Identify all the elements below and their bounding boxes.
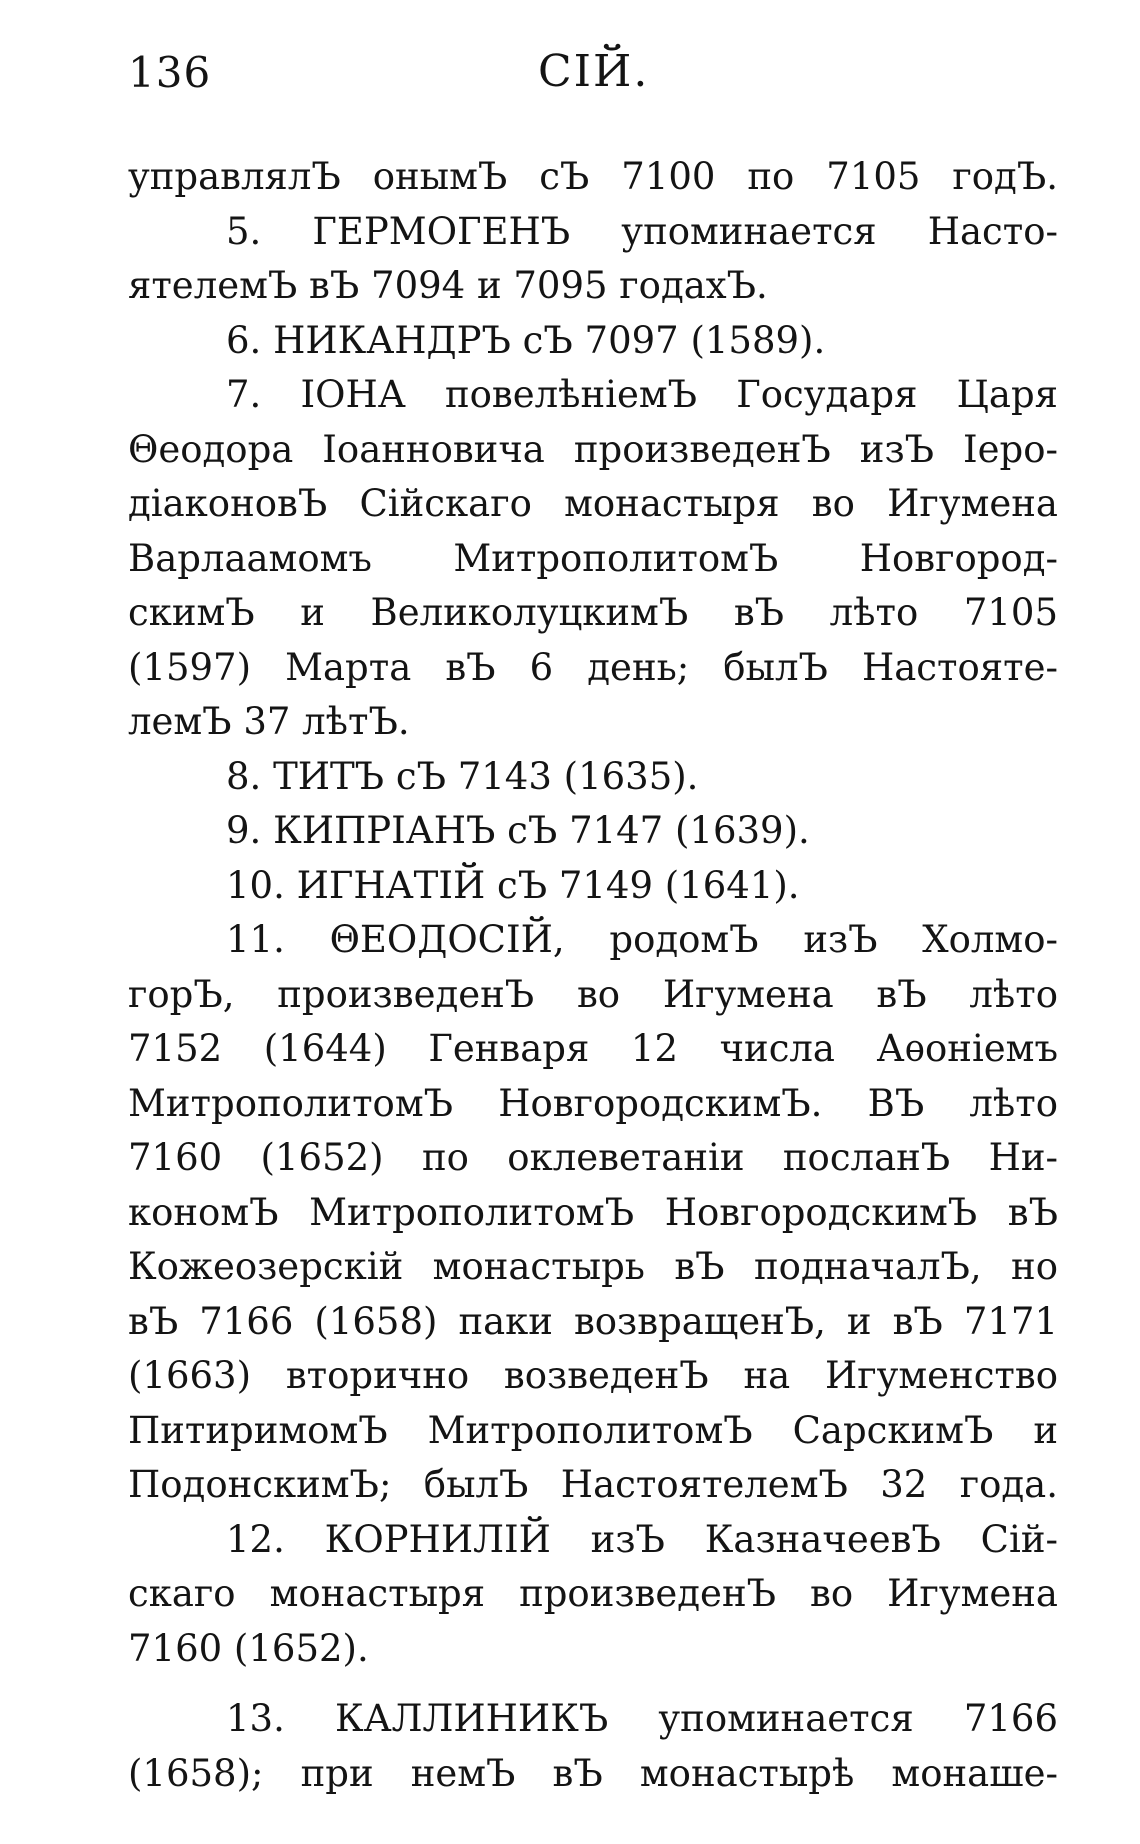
text-line: Θеодора Іоанновича произведенЪ изЪ Іеро- [128, 427, 1058, 471]
text-line: скимЪ и ВеликолуцкимЪ вЪ лѣто 7105 [128, 591, 1058, 634]
text-line: 7160 (1652) по оклеветаніи посланЪ Ни- [128, 1136, 1058, 1179]
text-line: ятелемЪ вЪ 7094 и 7095 годахЪ. [128, 264, 768, 307]
text-line: 7. ІОНА повелѣніемЪ Государя Царя [226, 373, 1058, 416]
text-line: вЪ 7166 (1658) паки возвращенЪ, и вЪ 7171 [128, 1299, 1058, 1343]
text-line: лемЪ 37 лѣтЪ. [128, 700, 410, 743]
text-line: 7152 (1644) Генваря 12 числа Аѳоніемъ [128, 1027, 1058, 1070]
text-line: горЪ, произведенЪ во Игумена вЪ лѣто [128, 972, 1058, 1016]
page-header [128, 40, 1058, 110]
text-line: 13. КАЛЛИНИКЪ упоминается 7166 [226, 1697, 1058, 1740]
text-line: 11. ΘЕОДОСІЙ, родомЪ изЪ Холмо- [226, 918, 1058, 961]
running-head: СІЙ. [538, 46, 650, 97]
text-line: 10. ИГНАТІЙ сЪ 7149 (1641). [226, 863, 800, 907]
text-line: (1597) Марта вЪ 6 день; былЪ Настояте- [128, 645, 1058, 689]
text-line: 9. КИПРІАНЪ сЪ 7147 (1639). [226, 809, 810, 852]
text-line: ПитиримомЪ МитрополитомЪ СарскимЪ и [128, 1408, 1058, 1452]
text-line: ПодонскимЪ; былЪ НастоятелемЪ 32 года. [128, 1463, 1058, 1506]
text-line: 8. ТИТЪ сЪ 7143 (1635). [226, 754, 699, 798]
text-line: скаго монастыря произведенЪ во Игумена [128, 1572, 1058, 1615]
body-text [128, 150, 1058, 1801]
text-line: кономЪ МитрополитомЪ НовгородскимЪ вЪ [128, 1190, 1058, 1234]
text-line: управлялЪ онымЪ сЪ 7100 по 7105 годЪ. [128, 155, 1058, 198]
text-line: Кожеозерскій монастырь вЪ подначалЪ, но [128, 1245, 1058, 1288]
text-line: (1663) вторично возведенЪ на Игуменство [128, 1354, 1058, 1397]
text-line: Варлаамомъ МитрополитомЪ Новгород- [128, 536, 1058, 580]
text-line: МитрополитомЪ НовгородскимЪ. ВЪ лѣто [128, 1081, 1058, 1125]
text-line: 6. НИКАНДРЪ сЪ 7097 (1589). [226, 318, 826, 362]
page-number: 136 [128, 48, 212, 97]
text-line: 5. ГЕРМОГЕНЪ упоминается Насто- [226, 209, 1058, 253]
text-line: 7160 (1652). [128, 1626, 369, 1670]
text-line: (1658); при немЪ вЪ монастырѣ монаше- [128, 1751, 1058, 1795]
text-line: 12. КОРНИЛІЙ изЪ КазначеевЪ Сій- [226, 1517, 1058, 1561]
text-line: діаконовЪ Сійскаго монастыря во Игумена [128, 482, 1058, 525]
